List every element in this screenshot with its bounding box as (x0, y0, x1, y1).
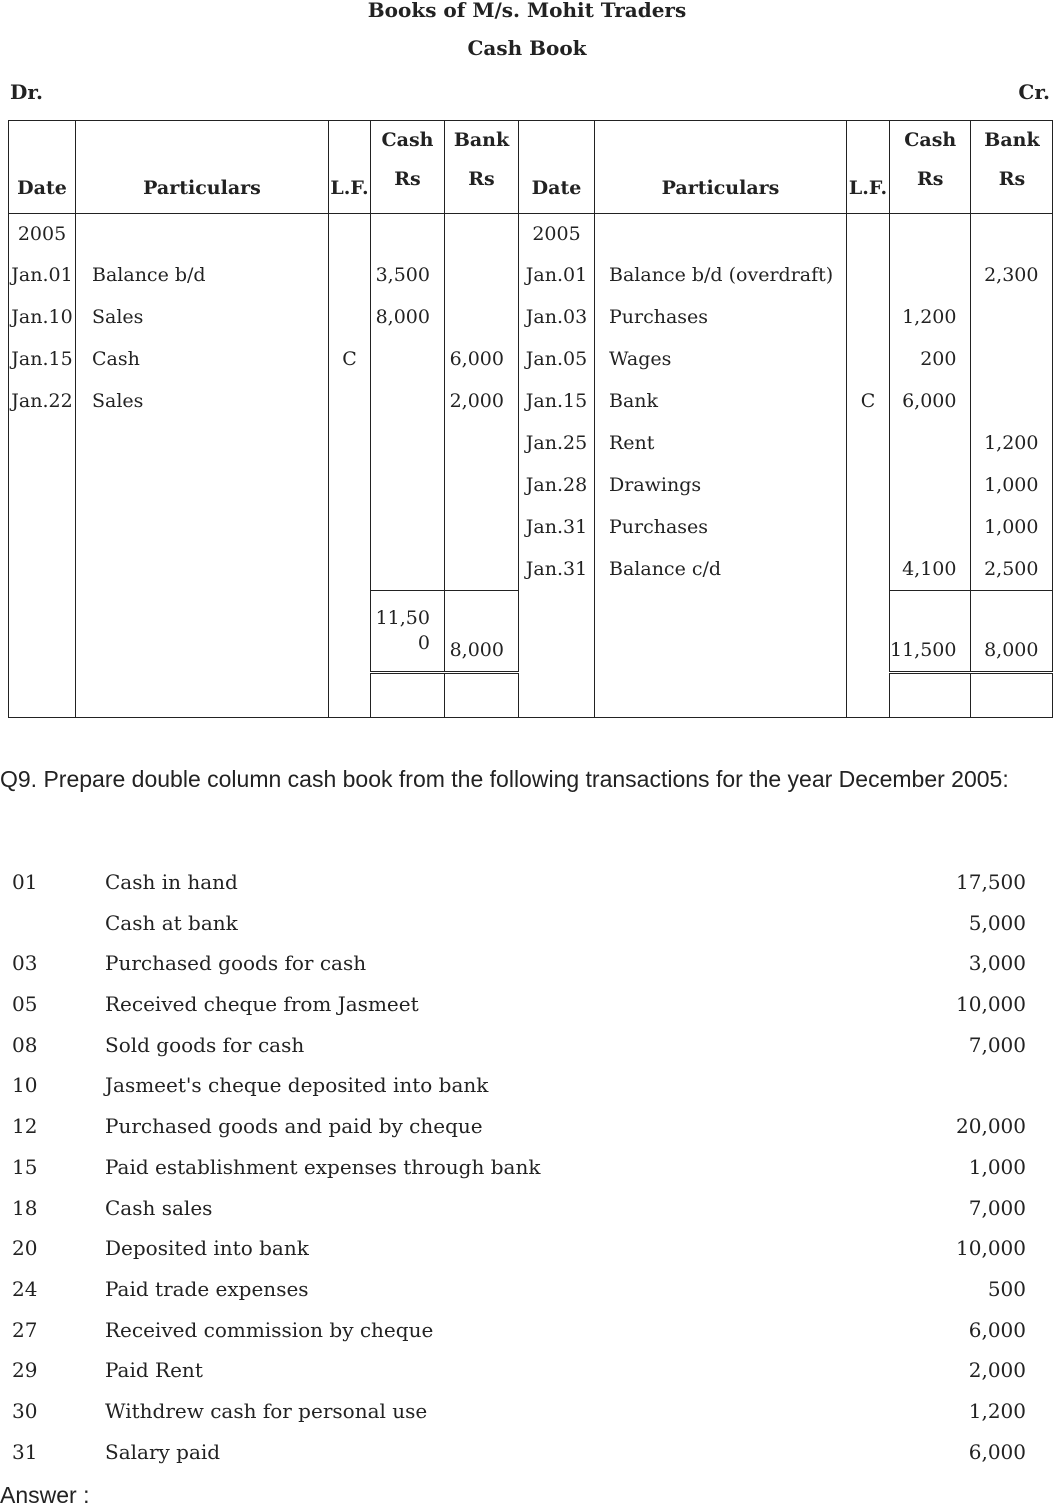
list-item: 30 Withdrew cash for personal use 1,200 (12, 1398, 1026, 1423)
list-item: 10 Jasmeet's cheque deposited into bank (12, 1073, 489, 1098)
question-text: Q9. Prepare double column cash book from the following transactions for the year December 2005: (0, 766, 1009, 792)
table-row (9, 673, 1053, 718)
list-item: 29 Paid Rent 2,000 (12, 1358, 1026, 1383)
credit-total-bank: 8,000 (971, 591, 1053, 673)
list-item: 31 Salary paid 6,000 (12, 1439, 1026, 1464)
header-bank-label: Bank (984, 129, 1040, 151)
list-item: 08 Sold goods for cash 7,000 (12, 1032, 1026, 1057)
header-cash-cr (890, 121, 971, 214)
header-date-dr: Date (9, 121, 76, 214)
header-rs-label: Rs (394, 168, 421, 190)
header-bank-label: Bank (453, 129, 510, 151)
header-bank-cr (971, 121, 1053, 214)
header-lf-cr: L.F. (847, 121, 890, 214)
cash-book-table (8, 120, 1053, 718)
list-item: Cash at bank 5,000 (105, 910, 1026, 935)
list-item: 27 Received commission by cheque 6,000 (12, 1317, 1026, 1342)
table-row: Jan.31 Balance c/d 4,100 2,500 (9, 548, 1053, 591)
debit-total-cash: 11,50 0 (371, 591, 445, 673)
list-item: 01 Cash in hand 17,500 (12, 870, 1026, 894)
table-row: Jan.28 Drawings 1,000 (9, 464, 1053, 506)
table-row: Jan.31 Purchases 1,000 (9, 506, 1053, 548)
cr-label: Cr. (1018, 80, 1050, 104)
answer-label: Answer : (0, 1482, 90, 1508)
debit-total-bank: 8,000 (445, 591, 519, 673)
dr-label: Dr. (10, 80, 44, 104)
header-particulars-dr: Particulars (76, 121, 329, 214)
list-item: 15 Paid establishment expenses through bank 1,000 (12, 1154, 1026, 1179)
header-cash-label: Cash (904, 129, 957, 151)
list-item: 03 Purchased goods for cash 3,000 (12, 951, 1026, 976)
list-item: 18 Cash sales 7,000 (12, 1195, 1026, 1220)
header-cash-label: Cash (381, 129, 434, 151)
list-item: 12 Purchased goods and paid by cheque 20,000 (12, 1114, 1026, 1139)
totals-row (9, 591, 1053, 673)
list-item: 20 Deposited into bank 10,000 (12, 1236, 1026, 1261)
transactions-list (0, 862, 1054, 1472)
list-item: 24 Paid trade expenses 500 (12, 1276, 1026, 1301)
table-row: Jan.25 Rent 1,200 (9, 422, 1053, 464)
header-date-cr: Date (519, 121, 595, 214)
cash-book-title: Cash Book (467, 36, 587, 60)
credit-total-cash: 11,500 (890, 591, 971, 673)
header-lf-dr: L.F. (329, 121, 371, 214)
credit-year: 2005 (519, 214, 595, 255)
header-bank-dr (445, 121, 519, 214)
debit-year: 2005 (9, 214, 76, 255)
table-row (9, 214, 1053, 255)
table-row: Jan.15 Cash C 6,000 Jan.05 Wages 200 (9, 338, 1053, 380)
table-row: Jan.10 Sales 8,000 Jan.03 Purchases 1,200 (9, 296, 1053, 338)
table-row: Jan.01 Balance b/d 3,500 Jan.01 Balance b/d (overdraft) 2,300 (9, 254, 1053, 296)
list-item: 05 Received cheque from Jasmeet 10,000 (12, 992, 1026, 1017)
table-row: Jan.22 Sales 2,000 Jan.15 Bank C 6,000 (9, 380, 1053, 422)
books-title: Books of M/s. Mohit Traders (367, 0, 687, 22)
header-rs-label: Rs (998, 168, 1026, 190)
header-particulars-cr: Particulars (595, 121, 847, 214)
header-rs-label: Rs (916, 168, 944, 190)
header-rs-label: Rs (468, 168, 495, 190)
table-header-row (9, 121, 1053, 214)
header-cash-dr (371, 121, 445, 214)
